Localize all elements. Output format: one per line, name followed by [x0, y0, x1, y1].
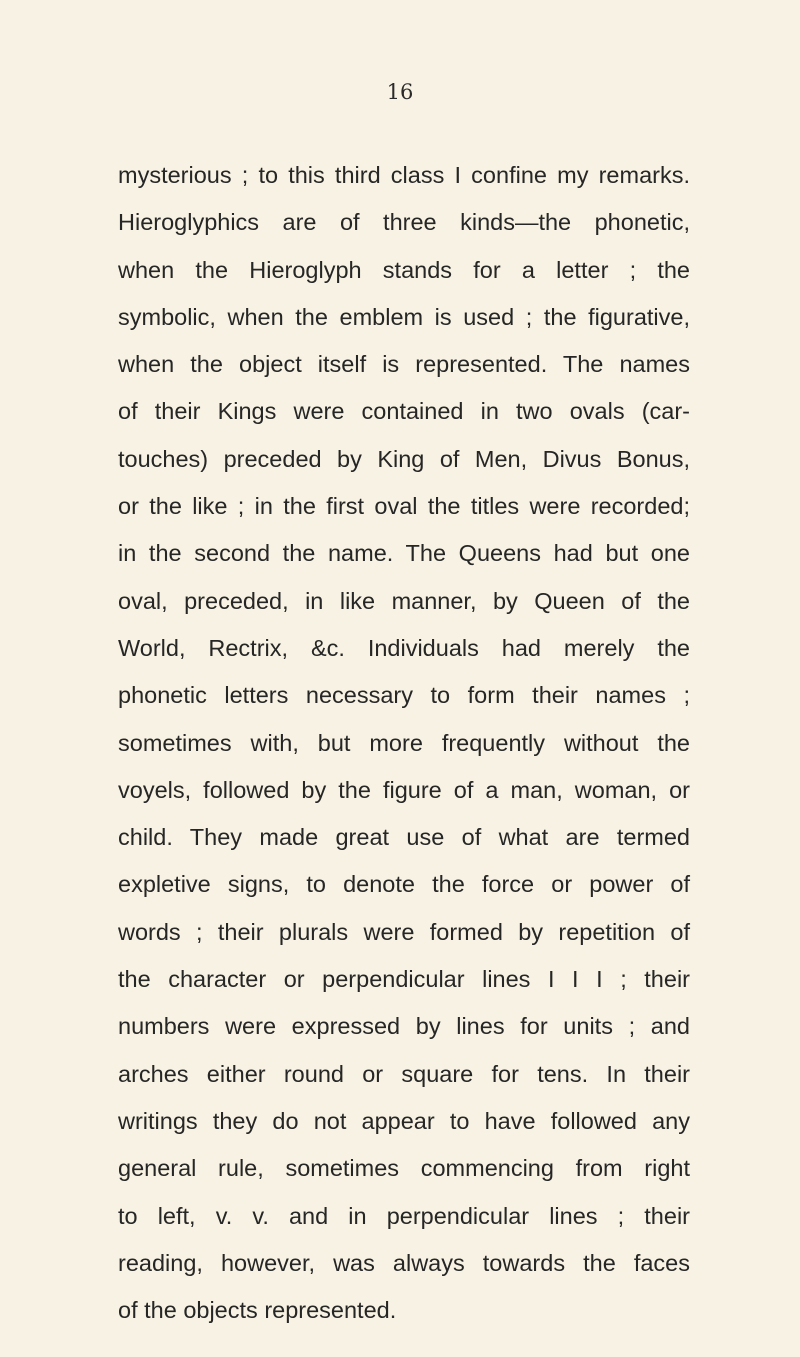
text-line: touches) preceded by King of Men, Divus Bonus,	[118, 445, 690, 472]
text-line-last: of the objects represented.	[118, 1297, 397, 1324]
text-line: mysterious ; to this third class I confine my remarks.	[118, 162, 690, 188]
text-line: words ; their plurals were formed by repetition of	[118, 918, 690, 945]
text-line: or the like ; in the first oval the titles were recorded;	[118, 493, 690, 520]
text-line: when the Hieroglyph stands for a letter ; the	[118, 256, 690, 283]
text-line: oval, preceded, in like manner, by Queen of the	[118, 587, 690, 614]
text-line: reading, however, was always towards the faces	[118, 1249, 690, 1276]
page-number: 16	[386, 80, 414, 104]
text-line: Hieroglyphics are of three kinds—the phonetic,	[118, 209, 690, 236]
text-line: to left, v. v. and in perpendicular lines ; their	[118, 1202, 690, 1229]
text-line: numbers were expressed by lines for units ; and	[118, 1013, 690, 1040]
text-line: child. They made great use of what are termed	[118, 824, 690, 851]
text-line: of their Kings were contained in two ovals (car-	[118, 398, 690, 425]
text-line: symbolic, when the emblem is used ; the figurative,	[118, 303, 690, 330]
text-line: writings they do not appear to have followed any	[118, 1107, 690, 1134]
body-paragraph	[118, 152, 690, 1334]
text-line: the character or perpendicular lines I I I ; their	[118, 966, 690, 993]
text-line: expletive signs, to denote the force or power of	[118, 871, 690, 898]
text-line: sometimes with, but more frequently without the	[118, 729, 690, 756]
text-line: arches either round or square for tens. In their	[118, 1060, 690, 1087]
text-line: phonetic letters necessary to form their names ;	[118, 682, 690, 709]
text-line: in the second the name. The Queens had but one	[118, 540, 690, 567]
text-line: when the object itself is represented. The names	[118, 351, 690, 378]
text-line: general rule, sometimes commencing from right	[118, 1155, 690, 1182]
text-line: World, Rectrix, &c. Individuals had merely the	[118, 634, 690, 661]
text-line: voyels, followed by the figure of a man, woman, or	[118, 776, 690, 803]
